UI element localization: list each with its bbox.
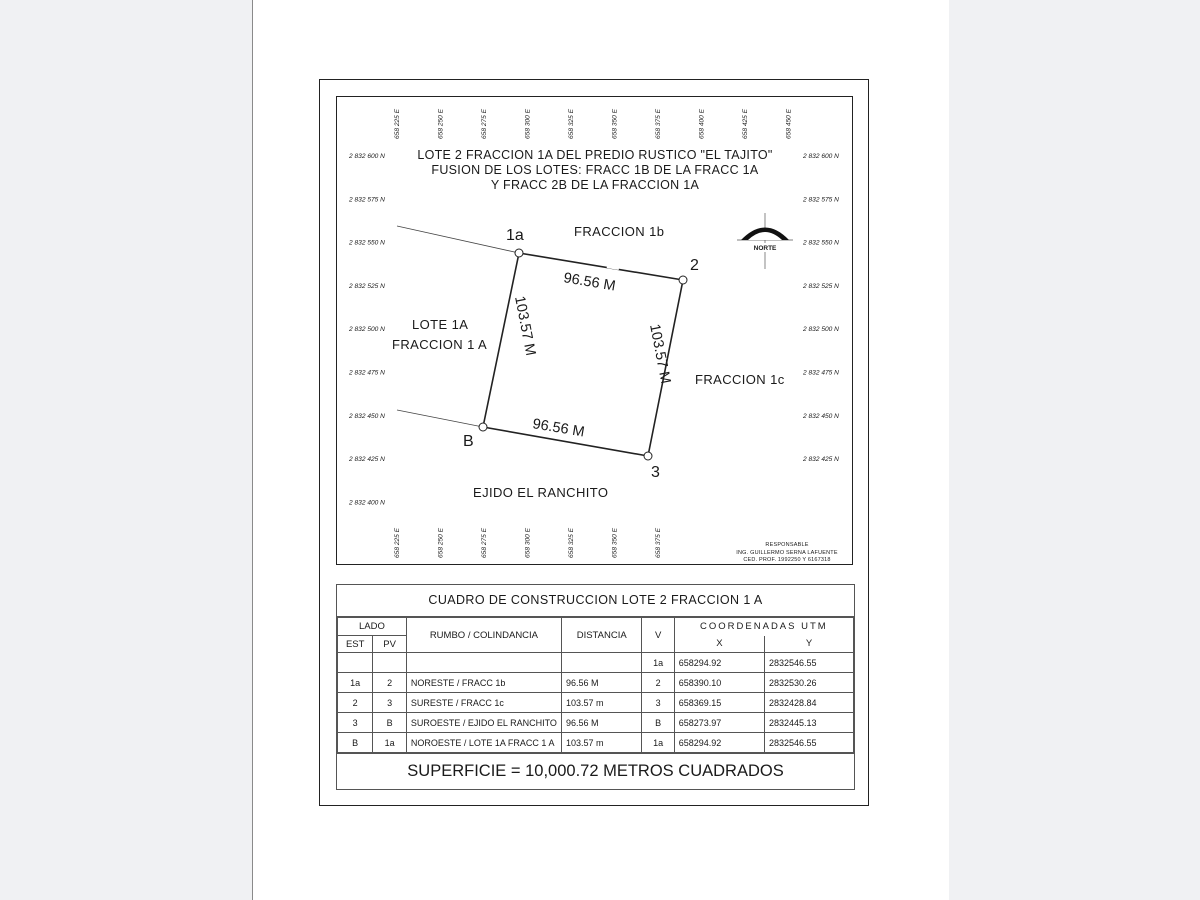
cell-est: 1a <box>338 673 373 693</box>
top-easting-label: 658 400 E <box>698 108 706 139</box>
table-body <box>338 653 854 753</box>
dimension-top: 96.56 M <box>562 270 617 295</box>
cell-v: 1a <box>642 653 674 673</box>
surface-total: SUPERFICIE = 10,000.72 METROS CUADRADOS <box>337 753 854 788</box>
right-northing-label: 2 832 450 N <box>803 412 839 420</box>
left-northing-label: 2 832 500 N <box>349 326 385 334</box>
cell-est <box>338 653 373 673</box>
left-northing-label: 2 832 525 N <box>349 282 385 290</box>
bottom-easting-label: 658 250 E <box>437 527 445 558</box>
plan-title-line-3: Y FRACC 2B DE LA FRACCION 1A <box>490 178 700 192</box>
bottom-easting-label: 658 375 E <box>655 527 662 558</box>
top-easting-label: 658 375 E <box>655 108 662 139</box>
bottom-easting-label: 658 300 E <box>524 527 532 558</box>
plan-title-line-2: FUSION DE LOS LOTES: FRACC 1B DE LA FRACC 1A <box>431 163 759 177</box>
left-northing-label: 2 832 425 N <box>349 456 385 464</box>
cell-v: 3 <box>642 693 674 713</box>
vertex-3 <box>644 452 652 460</box>
cell-dist <box>561 653 642 673</box>
label-fraccion-1c: FRACCION 1c <box>695 372 785 387</box>
cell-y: 2832428.84 <box>764 693 853 713</box>
bottom-easting-label: 658 325 E <box>568 527 575 558</box>
label-ejido: EJIDO EL RANCHITO <box>473 485 609 500</box>
header-distancia: DISTANCIA <box>561 618 642 653</box>
north-arrow-icon <box>737 213 793 269</box>
cell-x: 658273.97 <box>674 713 764 733</box>
vertex-label-3: 3 <box>651 464 660 481</box>
cell-y: 2832530.26 <box>764 673 853 693</box>
cell-est: 2 <box>338 693 373 713</box>
bottom-easting-labels <box>394 527 662 558</box>
top-easting-label: 658 250 E <box>437 108 445 139</box>
cell-pv: 2 <box>373 673 407 693</box>
right-northing-label: 2 832 475 N <box>803 369 839 377</box>
left-northing-label: 2 832 400 N <box>349 499 385 507</box>
dimension-gap <box>607 266 619 268</box>
header-y: Y <box>764 636 853 653</box>
cell-v: 2 <box>642 673 674 693</box>
top-easting-labels <box>394 108 793 139</box>
cell-rumbo: SURESTE / FRACC 1c <box>406 693 561 713</box>
header-est: EST <box>338 636 373 653</box>
right-northing-label: 2 832 425 N <box>803 456 839 464</box>
bottom-easting-label: 658 350 E <box>611 527 619 558</box>
cell-x: 658369.15 <box>674 693 764 713</box>
cell-pv: B <box>373 713 407 733</box>
header-pv: PV <box>373 636 407 653</box>
cell-dist: 96.56 M <box>561 713 642 733</box>
construction-table <box>336 584 855 790</box>
table-row <box>338 673 854 693</box>
left-northing-label: 2 832 450 N <box>349 412 385 420</box>
boundary-line-west-bottom <box>397 410 483 427</box>
dimension-right: 103.57 M <box>646 322 674 386</box>
cell-rumbo: SUROESTE / EJIDO EL RANCHITO <box>406 713 561 733</box>
cell-x: 658390.10 <box>674 673 764 693</box>
table-row <box>338 713 854 733</box>
right-northing-label: 2 832 500 N <box>803 326 839 334</box>
cell-y: 2832546.55 <box>764 733 853 753</box>
top-easting-label: 658 225 E <box>394 108 401 139</box>
vertex-2 <box>679 276 687 284</box>
cell-est: B <box>338 733 373 753</box>
cell-x: 658294.92 <box>674 733 764 753</box>
survey-plan <box>336 96 853 565</box>
cell-pv: 1a <box>373 733 407 753</box>
cell-rumbo: NORESTE / FRACC 1b <box>406 673 561 693</box>
bottom-easting-label: 658 225 E <box>394 527 401 558</box>
right-northing-label: 2 832 550 N <box>803 239 839 247</box>
header-v: V <box>642 618 674 653</box>
cell-pv <box>373 653 407 673</box>
cell-dist: 103.57 m <box>561 693 642 713</box>
header-rumbo: RUMBO / COLINDANCIA <box>406 618 561 653</box>
vertex-label-1a: 1a <box>506 227 524 244</box>
cell-y: 2832546.55 <box>764 653 853 673</box>
plan-title-line-1: LOTE 2 FRACCION 1A DEL PREDIO RUSTICO "EL TAJITO" <box>417 148 773 162</box>
label-fraccion-1b: FRACCION 1b <box>574 224 665 239</box>
right-northing-labels <box>802 153 839 463</box>
vertex-label-2: 2 <box>690 257 699 274</box>
cell-x: 658294.92 <box>674 653 764 673</box>
dimension-bottom: 96.56 M <box>531 416 586 441</box>
bottom-easting-label: 658 275 E <box>481 527 488 558</box>
cell-dist: 103.57 m <box>561 733 642 753</box>
right-northing-label: 2 832 525 N <box>803 282 839 290</box>
top-easting-label: 658 350 E <box>611 108 619 139</box>
table-row <box>338 653 854 673</box>
top-easting-label: 658 300 E <box>524 108 532 139</box>
left-northing-label: 2 832 475 N <box>349 369 385 377</box>
north-label: NORTE <box>753 245 777 252</box>
left-northing-label: 2 832 550 N <box>349 239 385 247</box>
top-easting-label: 658 275 E <box>481 108 488 139</box>
left-northing-labels <box>348 153 385 506</box>
header-lado: LADO <box>338 618 407 636</box>
cell-v: 1a <box>642 733 674 753</box>
top-easting-label: 658 325 E <box>568 108 575 139</box>
label-fraccion-1a: FRACCION 1 A <box>392 337 488 352</box>
label-lote-1a: LOTE 1A <box>412 317 469 332</box>
responsible-heading: RESPONSABLE <box>765 542 809 548</box>
left-northing-label: 2 832 600 N <box>349 153 385 160</box>
responsible-name: ING. GUILLERMO SERNA LAFUENTE <box>736 550 838 556</box>
cell-rumbo <box>406 653 561 673</box>
cell-v: B <box>642 713 674 733</box>
table-row <box>338 733 854 753</box>
dimension-left: 103.57 M <box>511 294 539 358</box>
vertex-label-b: B <box>463 433 474 450</box>
vertex-1a <box>515 249 523 257</box>
header-x: X <box>674 636 764 653</box>
responsible-license: CED. PROF. 1992250 Y 6167318 <box>743 557 831 563</box>
right-northing-label: 2 832 600 N <box>803 153 839 160</box>
cell-est: 3 <box>338 713 373 733</box>
cell-dist: 96.56 M <box>561 673 642 693</box>
left-northing-label: 2 832 575 N <box>349 196 385 204</box>
table-row <box>338 693 854 713</box>
cell-y: 2832445.13 <box>764 713 853 733</box>
top-easting-label: 658 450 E <box>785 108 793 139</box>
table-title: CUADRO DE CONSTRUCCION LOTE 2 FRACCION 1 A <box>337 585 854 617</box>
right-northing-label: 2 832 575 N <box>803 196 839 204</box>
boundary-line-west-top <box>397 226 519 253</box>
top-easting-label: 658 425 E <box>742 108 749 139</box>
header-coordenadas: COORDENADAS UTM <box>674 618 853 636</box>
vertex-b <box>479 423 487 431</box>
cell-rumbo: NOROESTE / LOTE 1A FRACC 1 A <box>406 733 561 753</box>
cell-pv: 3 <box>373 693 407 713</box>
